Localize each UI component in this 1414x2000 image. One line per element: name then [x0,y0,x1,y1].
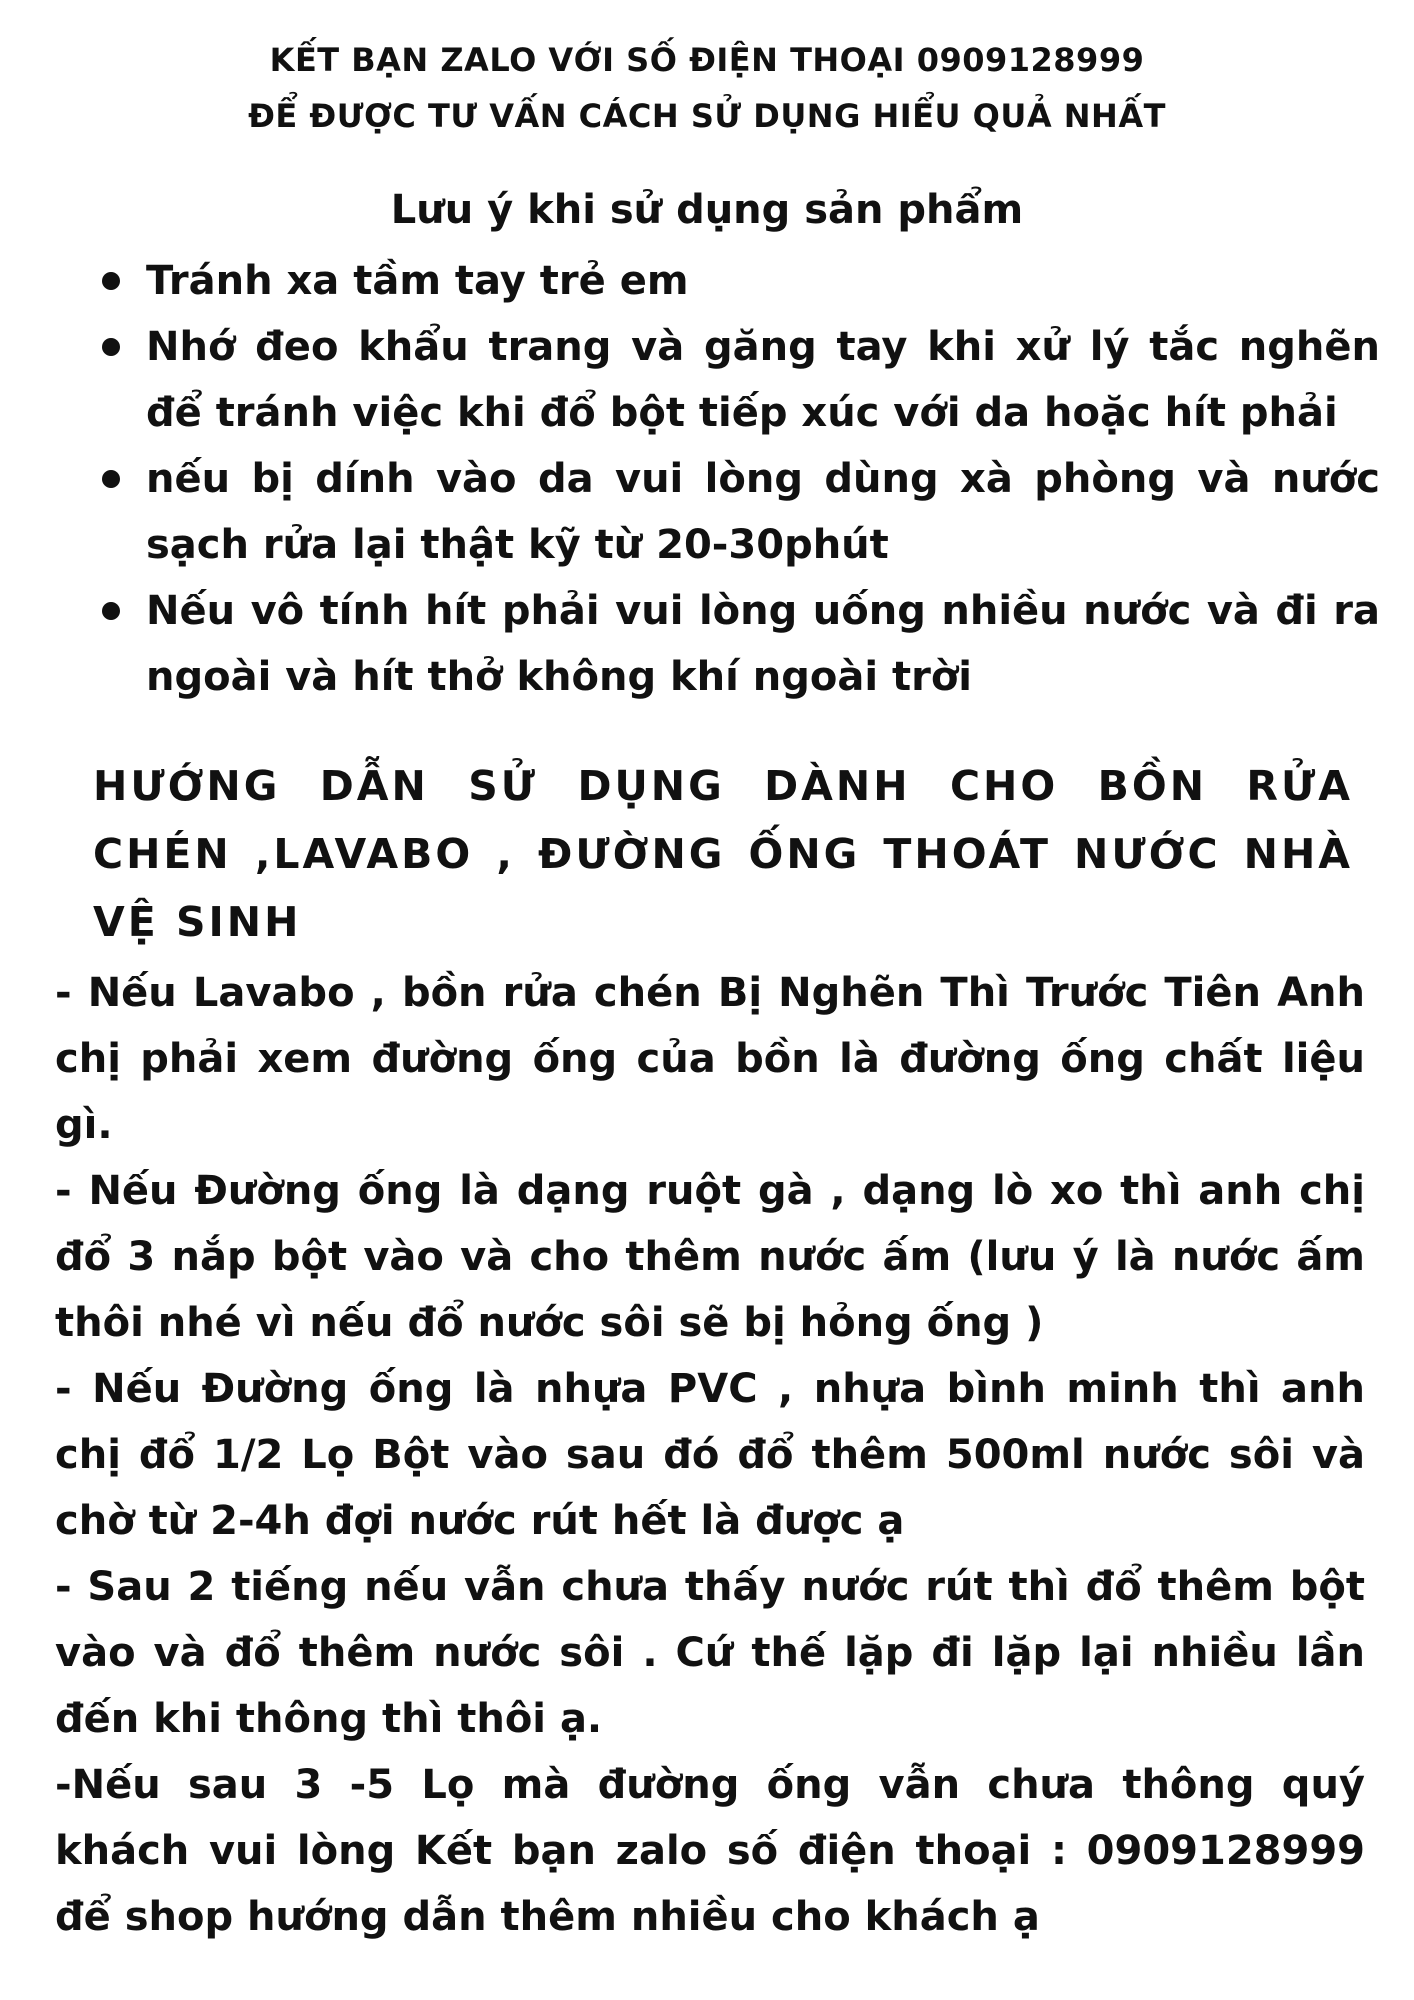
usage-section-heading: HƯỚNG DẪN SỬ DỤNG DÀNH CHO BỒN RỬA CHÉN ,LAVABO , ĐƯỜNG ỐNG THOÁT NƯỚC NHÀ VỆ SINH [93,762,1353,946]
instruction-paragraph: - Nếu Lavabo , bồn rửa chén Bị Nghẽn Thì Trước Tiên Anh chị phải xem đường ống của bồn là đường ống chất liệu gì. [55,970,1365,1148]
bullet-icon [102,470,120,488]
note-text: Nếu vô tính hít phải vui lòng uống nhiều nước và đi ra ngoài và hít thở không khí ngoài trời [146,588,1380,700]
notes-title: Lưu ý khi sử dụng sản phẩm [390,187,1024,233]
notes-list [90,248,1380,710]
list-item [90,314,1380,446]
instruction-paragraph: - Sau 2 tiếng nếu vẫn chưa thấy nước rút thì đổ thêm bột vào và đổ thêm nước sôi . Cứ thế lặp đi lặp lại nhiều lần đến khi thông thì thôi ạ. [55,1564,1365,1742]
note-text: Tránh xa tầm tay trẻ em [146,258,689,304]
zalo-contact-header [0,32,1414,144]
list-item [90,578,1380,710]
bullet-icon [102,338,120,356]
bullet-icon [102,602,120,620]
header-line-2: ĐỂ ĐƯỢC TƯ VẤN CÁCH SỬ DỤNG HIỂU QUẢ NHẤT [248,97,1166,135]
instruction-paragraph: -Nếu sau 3 -5 Lọ mà đường ống vẫn chưa thông quý khách vui lòng Kết bạn zalo số điện thoại : 0909128999 để shop hướng dẫn thêm nhiều cho khách ạ [55,1762,1365,1940]
instruction-paragraph: - Nếu Đường ống là nhựa PVC , nhựa bình minh thì anh chị đổ 1/2 Lọ Bột vào sau đó đổ thêm 500ml nước sôi và chờ từ 2-4h đợi nước rút hết là được ạ [55,1366,1365,1544]
instruction-paragraph: - Nếu Đường ống là dạng ruột gà , dạng lò xo thì anh chị đổ 3 nắp bột vào và cho thêm nước ấm (lưu ý là nước ấm thôi nhé vì nếu đổ nước sôi sẽ bị hỏng ống ) [55,1168,1365,1346]
list-item [90,446,1380,578]
note-text: nếu bị dính vào da vui lòng dùng xà phòng và nước sạch rửa lại thật kỹ từ 20-30phút [146,456,1380,568]
instructions-block [55,960,1365,1950]
bullet-icon [102,272,120,290]
note-text: Nhớ đeo khẩu trang và găng tay khi xử lý tắc nghẽn để tránh việc khi đổ bột tiếp xúc với da hoặc hít phải [146,324,1380,436]
list-item [90,248,1380,314]
header-line-1: KẾT BẠN ZALO VỚI SỐ ĐIỆN THOẠI 0909128999 [269,41,1145,79]
